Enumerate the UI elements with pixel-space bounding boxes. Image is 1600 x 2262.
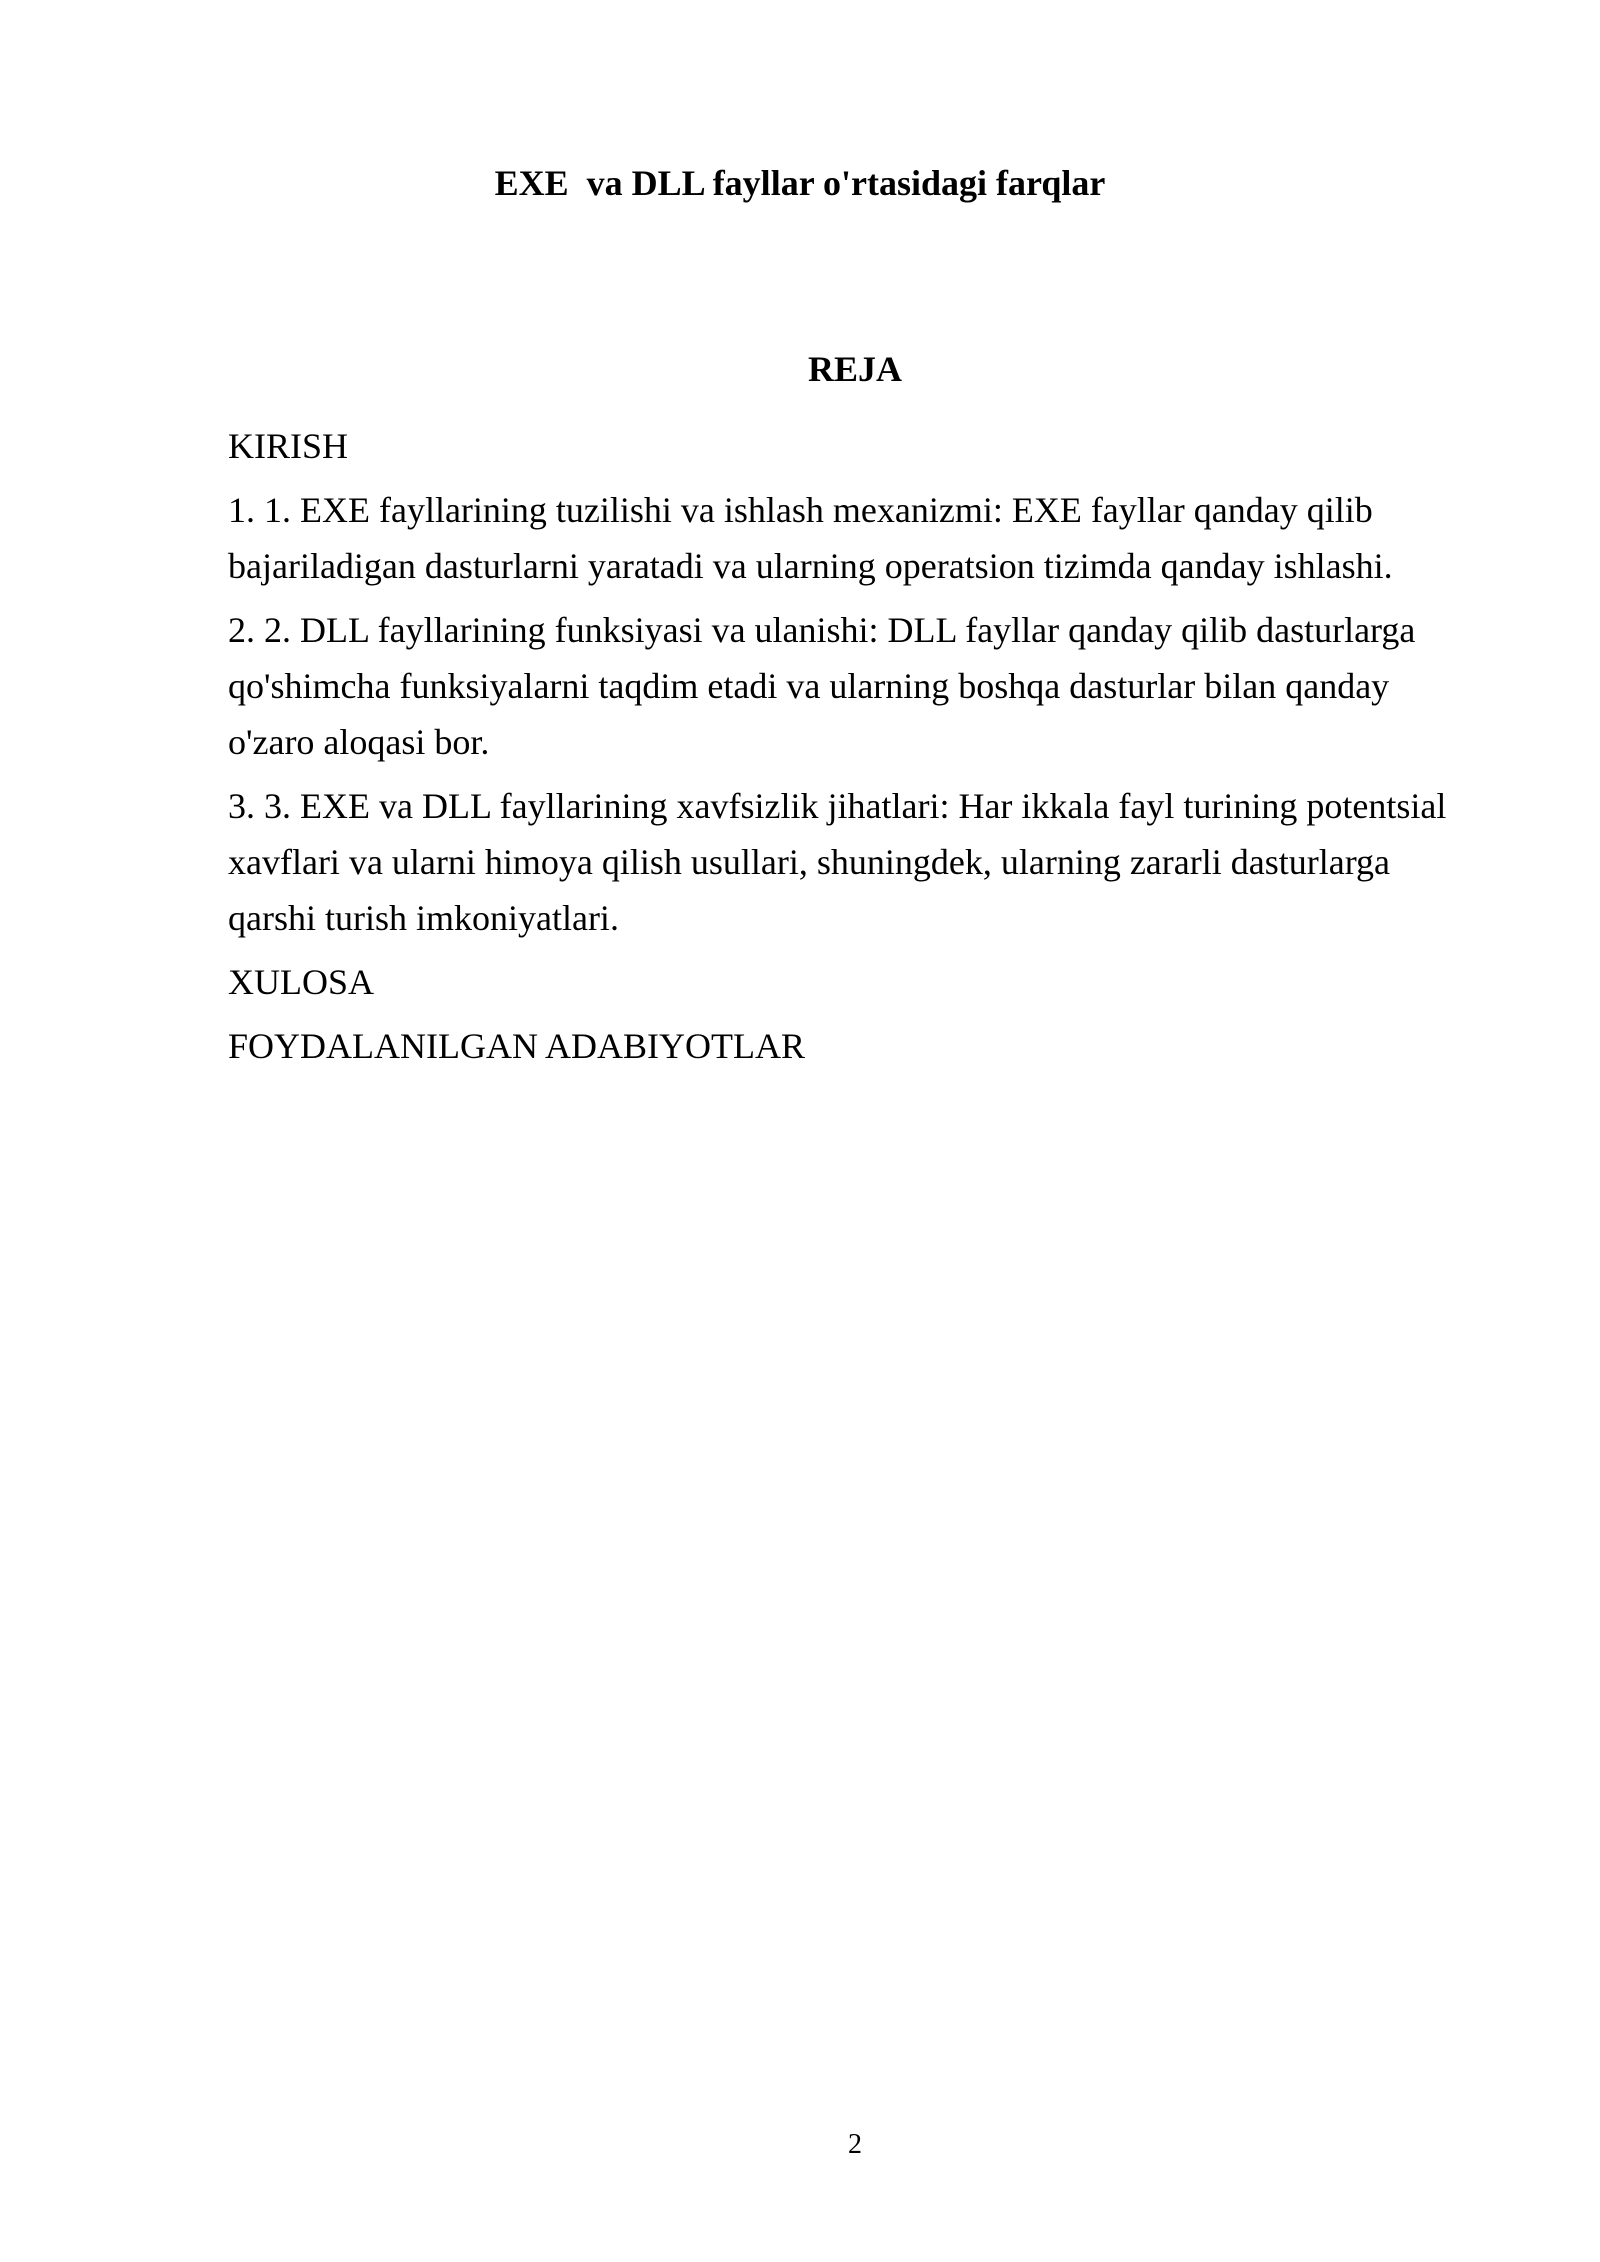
plan-item-introduction: KIRISH [228,426,349,466]
plan-item-3: 3. 3. EXE va DLL fayllarining xavfsizlik jihatlari: Har ikkala fayl turining potentsial xavflari va ularni himoya qilish usullari, shuningdek, ularning zararli dasturlarga qarshi turish imkoniyatlari. [228,786,1447,938]
plan-heading: REJA [807,349,902,389]
plan-item-1: 1. 1. EXE fayllarining tuzilishi va ishlash mexanizmi: EXE fayllar qanday qilib bajariladigan dasturlarni yaratadi va ularning operatsion tizimda qanday ishlashi. [228,490,1393,586]
plan-item-conclusion: XULOSA [228,962,375,1002]
document-title: EXE va DLL fayllar o'rtasidagi farqlar [494,163,1106,203]
plan-item-2: 2. 2. DLL fayllarining funksiyasi va ulanishi: DLL fayllar qanday qilib dasturlarga qo'shimcha funksiyalarni taqdim etadi va ularning boshqa dasturlar bilan qanday o'zaro aloqasi bor. [228,610,1416,762]
plan-item-references: FOYDALANILGAN ADABIYOTLAR [228,1026,805,1066]
page-number: 2 [848,2129,862,2160]
plan-list [228,418,1478,1082]
